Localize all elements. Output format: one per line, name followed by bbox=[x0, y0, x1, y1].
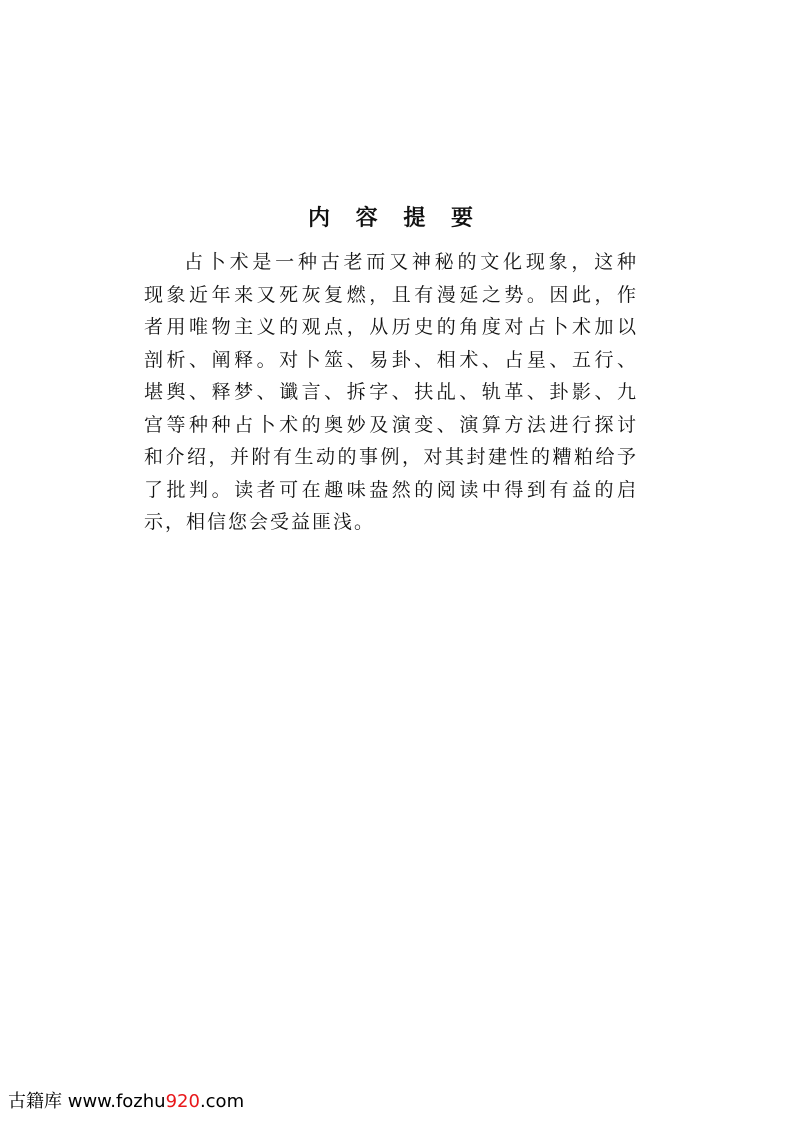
paragraph-line: 现象近年来又死灰复燃，且有漫延之势。因此，作 bbox=[144, 283, 636, 306]
page-title-text: 内 容 提 要 bbox=[308, 206, 482, 231]
paragraph-line: 占卜术是一种古老而又神秘的文化现象，这种 bbox=[184, 251, 636, 273]
watermark-site-prefix: 古籍库 www.fozhu bbox=[8, 1091, 166, 1112]
watermark-site-suffix: .com bbox=[199, 1091, 245, 1112]
paragraph-line: 宫等种种占卜术的奥妙及演变、演算方法进行探讨 bbox=[144, 413, 636, 436]
watermark-site-accent: 920 bbox=[165, 1091, 200, 1112]
paragraph-line: 和介绍，并附有生动的事例，对其封建性的糟粕给予 bbox=[144, 446, 636, 468]
paragraph-line: 者用唯物主义的观点，从历史的角度对占卜术加以 bbox=[144, 316, 636, 338]
paragraph-line: 示，相信您会受益匪浅。 bbox=[144, 511, 376, 533]
watermark-footer bbox=[8, 1090, 244, 1114]
paragraph-line: 堪舆、释梦、谶言、拆字、扶乩、轨革、卦影、九 bbox=[144, 381, 636, 403]
summary-paragraph bbox=[144, 246, 636, 539]
page-title bbox=[0, 204, 793, 234]
paragraph-line: 剖析、阐释。对卜筮、易卦、相术、占星、五行、 bbox=[144, 348, 636, 371]
paragraph-line: 了批判。读者可在趣味盎然的阅读中得到有益的启 bbox=[144, 478, 636, 501]
